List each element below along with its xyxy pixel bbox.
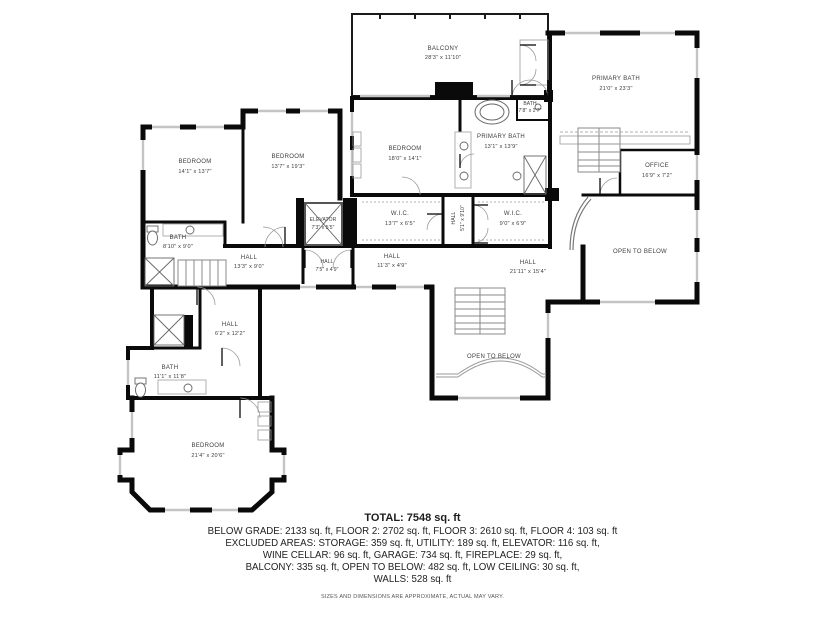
elevator-cab	[305, 203, 342, 245]
svg-text:13'3" x 9'0": 13'3" x 9'0"	[234, 264, 264, 270]
toilet-icons	[135, 226, 158, 397]
svg-text:W.I.C.: W.I.C.	[390, 211, 410, 217]
room-label-primary-bath-upper	[592, 76, 640, 92]
room-label-wic-left	[385, 211, 415, 227]
svg-text:21'4" x 20'6": 21'4" x 20'6"	[191, 453, 225, 459]
room-label-hall-left	[234, 255, 264, 270]
room-label-bedroom-left2	[271, 154, 304, 170]
svg-text:HALL: HALL	[383, 254, 401, 260]
svg-text:7'3" x 5'5": 7'3" x 5'5"	[311, 225, 335, 231]
svg-text:13'1" x 13'9": 13'1" x 13'9"	[484, 144, 518, 150]
bathtub-icon	[475, 100, 509, 124]
disclaimer-text: SIZES AND DIMENSIONS ARE APPROXIMATE, ACTUAL MAY VARY.	[321, 594, 504, 600]
svg-text:13'7" x 6'5": 13'7" x 6'5"	[385, 221, 415, 227]
room-label-wic-right	[500, 211, 527, 227]
summary-line-2: EXCLUDED AREAS: STORAGE: 359 sq. ft, UTILITY: 189 sq. ft, ELEVATOR: 116 sq. ft,	[225, 538, 600, 549]
room-label-bedroom-mid	[388, 146, 421, 162]
svg-text:BEDROOM: BEDROOM	[388, 146, 422, 152]
svg-text:PRIMARY BATH: PRIMARY BATH	[592, 76, 640, 82]
room-label-hall-right	[510, 260, 546, 275]
svg-text:5'1" x 9'10": 5'1" x 9'10"	[460, 205, 466, 231]
area-summary	[0, 512, 825, 600]
svg-text:HALL: HALL	[240, 255, 258, 261]
svg-text:18'0" x 14'1": 18'0" x 14'1"	[388, 156, 422, 162]
svg-text:BATH: BATH	[161, 365, 179, 371]
svg-text:HALL: HALL	[451, 211, 457, 225]
summary-line-1: BELOW GRADE: 2133 sq. ft, FLOOR 2: 2702 sq. ft, FLOOR 3: 2610 sq. ft, FLOOR 4: 103 sq. ft	[207, 526, 618, 537]
stairs-hall	[178, 260, 226, 286]
room-label-open-below-mid: OPEN TO BELOW	[466, 354, 522, 360]
svg-text:21'11" x 15'4": 21'11" x 15'4"	[509, 269, 547, 275]
room-label-hall-vertical	[451, 205, 466, 231]
svg-text:BATH: BATH	[523, 101, 537, 107]
summary-line-4: BALCONY: 335 sq. ft, OPEN TO BELOW: 482 sq. ft, LOW CEILING: 30 sq. ft,	[245, 562, 580, 573]
svg-text:7'5" x 4'9": 7'5" x 4'9"	[315, 267, 339, 273]
svg-text:11'1" x 11'8": 11'1" x 11'8"	[153, 374, 187, 380]
room-label-bath-upper-left	[163, 235, 193, 250]
room-label-primary-bath-mid	[477, 134, 525, 150]
svg-text:PRIMARY BATH: PRIMARY BATH	[477, 134, 525, 140]
fireplace-block	[435, 82, 473, 98]
svg-text:W.I.C.: W.I.C.	[503, 211, 523, 217]
svg-text:BEDROOM: BEDROOM	[178, 159, 212, 165]
stairs-main	[455, 288, 505, 334]
svg-text:8'10" x 9'0": 8'10" x 9'0"	[163, 244, 193, 250]
svg-text:21'0" x 23'3": 21'0" x 23'3"	[599, 86, 633, 92]
svg-text:14'1" x 13'7": 14'1" x 13'7"	[178, 169, 212, 175]
room-label-hall-lower-left	[215, 322, 245, 337]
svg-text:ELEVATOR: ELEVATOR	[309, 217, 337, 223]
room-label-hall-mid	[377, 254, 407, 269]
svg-text:HALL: HALL	[519, 260, 537, 266]
summary-line-3: WINE CELLAR: 96 sq. ft, GARAGE: 734 sq. ft, FIREPLACE: 29 sq. ft,	[262, 550, 563, 561]
room-label-bath-lower-left	[154, 365, 186, 380]
summary-line-5: WALLS: 528 sq. ft	[373, 574, 452, 585]
room-label-hall-small	[316, 259, 339, 273]
svg-text:28'3" x 11'10": 28'3" x 11'10"	[424, 55, 462, 61]
svg-text:16'9" x 7'2": 16'9" x 7'2"	[642, 173, 672, 179]
svg-text:BATH: BATH	[169, 235, 187, 241]
svg-text:9'0" x 6'9": 9'0" x 6'9"	[499, 221, 527, 227]
svg-text:7'8" x 2'7": 7'8" x 2'7"	[518, 108, 542, 114]
arch-open-below	[436, 358, 546, 377]
svg-text:BEDROOM: BEDROOM	[271, 154, 305, 160]
curved-wall	[570, 197, 591, 250]
svg-text:BALCONY: BALCONY	[427, 46, 459, 52]
room-label-open-below-right: OPEN TO BELOW	[612, 249, 668, 255]
total-area-text: TOTAL: 7548 sq. ft	[364, 512, 461, 524]
svg-text:BEDROOM: BEDROOM	[191, 443, 225, 449]
svg-text:6'2" x 12'2": 6'2" x 12'2"	[215, 331, 245, 337]
svg-text:HALL: HALL	[320, 259, 334, 265]
svg-text:OFFICE: OFFICE	[645, 163, 669, 169]
room-label-balcony	[425, 46, 461, 61]
room-label-bedroom-left1	[178, 159, 211, 175]
room-label-office	[642, 163, 672, 179]
room-label-bath-small	[519, 101, 542, 114]
svg-text:13'7" x 19'3": 13'7" x 19'3"	[271, 164, 305, 170]
svg-text:HALL: HALL	[221, 322, 239, 328]
room-label-bedroom-bottom	[191, 443, 224, 459]
stairs-office	[578, 128, 620, 172]
svg-text:11'3" x 4'9": 11'3" x 4'9"	[377, 263, 407, 269]
